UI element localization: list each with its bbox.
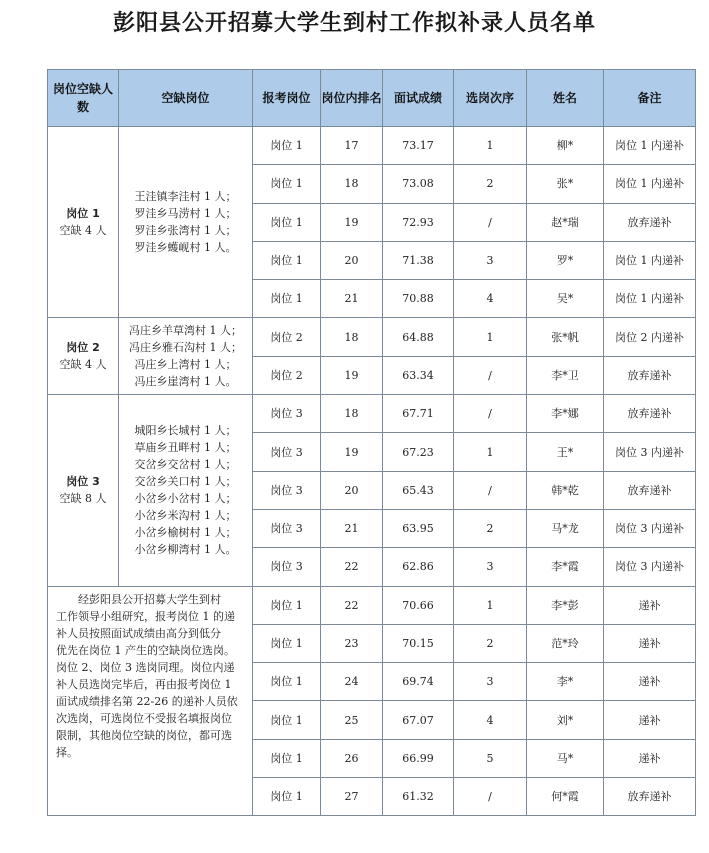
header-rank-in-post: 岗位内排名 — [321, 70, 383, 127]
vacancy-post-line: 冯庄乡羊草湾村 1 人； — [129, 324, 242, 338]
order-cell: 1 — [454, 127, 527, 165]
remark-cell: 岗位 3 内递补 — [604, 509, 696, 547]
vacancy-post-line: 小岔乡榆树村 1 人； — [134, 526, 237, 540]
rank-cell: 18 — [321, 165, 383, 203]
score-cell: 70.15 — [383, 624, 454, 662]
applied-post-cell: 岗位 2 — [253, 356, 321, 394]
rank-cell: 18 — [321, 395, 383, 433]
remark-cell: 递补 — [604, 586, 696, 624]
name-cell: 柳* — [527, 127, 604, 165]
name-cell: 张*帆 — [527, 318, 604, 356]
post-group-vacancy: 空缺 8 人 — [59, 492, 107, 506]
rank-cell: 26 — [321, 739, 383, 777]
order-cell: 2 — [454, 165, 527, 203]
table-row — [48, 318, 696, 356]
vacancy-post-line: 小岔乡柳湾村 1 人。 — [134, 543, 237, 557]
score-cell: 67.23 — [383, 433, 454, 471]
applied-post-cell: 岗位 1 — [253, 165, 321, 203]
vacancy-posts-cell — [119, 318, 253, 395]
order-cell: 1 — [454, 433, 527, 471]
order-cell: 1 — [454, 586, 527, 624]
rank-cell: 25 — [321, 701, 383, 739]
applied-post-cell: 岗位 1 — [253, 701, 321, 739]
header-vacancy-count: 岗位空缺人数 — [48, 70, 119, 127]
note-line: 补人员选岗完毕后，再由报考岗位 1 — [56, 677, 232, 691]
name-cell: 何*霞 — [527, 778, 604, 816]
supplement-note-cell — [48, 586, 253, 816]
note-line: 经彭阳县公开招募大学生到村 — [78, 592, 221, 606]
vacancy-post-line: 小岔乡米沟村 1 人； — [134, 509, 237, 523]
rank-cell: 21 — [321, 280, 383, 318]
header-vacancy-posts: 空缺岗位 — [119, 70, 253, 127]
header-applied-post: 报考岗位 — [253, 70, 321, 127]
remark-cell: 放弃递补 — [604, 395, 696, 433]
order-cell: 1 — [454, 318, 527, 356]
table-row — [48, 127, 696, 165]
vacancy-post-line: 小岔乡小岔村 1 人； — [134, 492, 237, 506]
applied-post-cell: 岗位 1 — [253, 241, 321, 279]
name-cell: 刘* — [527, 701, 604, 739]
vacancy-posts-cell — [119, 395, 253, 586]
remark-cell: 岗位 1 内递补 — [604, 241, 696, 279]
score-cell: 72.93 — [383, 203, 454, 241]
order-cell: 5 — [454, 739, 527, 777]
order-cell: 3 — [454, 241, 527, 279]
note-line: 面试成绩排名第 22-26 的递补人员依 — [56, 694, 238, 708]
name-cell: 张* — [527, 165, 604, 203]
applied-post-cell: 岗位 1 — [253, 280, 321, 318]
remark-cell: 递补 — [604, 701, 696, 739]
rank-cell: 22 — [321, 548, 383, 586]
vacancy-post-line: 冯庄乡上湾村 1 人； — [134, 358, 237, 372]
order-cell: / — [454, 203, 527, 241]
order-cell: / — [454, 395, 527, 433]
score-cell: 62.86 — [383, 548, 454, 586]
remark-cell: 岗位 3 内递补 — [604, 433, 696, 471]
note-line: 工作领导小组研究，报考岗位 1 的递 — [56, 609, 235, 623]
vacancy-post-line: 冯庄乡崖湾村 1 人。 — [134, 375, 237, 389]
score-cell: 71.38 — [383, 241, 454, 279]
post-group-title: 岗位 3 — [66, 475, 100, 489]
remark-cell: 放弃递补 — [604, 356, 696, 394]
name-cell: 范*玲 — [527, 624, 604, 662]
post-group-cell — [48, 395, 119, 586]
rank-cell: 24 — [321, 663, 383, 701]
order-cell: / — [454, 471, 527, 509]
name-cell: 李*娜 — [527, 395, 604, 433]
remark-cell: 岗位 2 内递补 — [604, 318, 696, 356]
post-group-cell — [48, 127, 119, 318]
score-cell: 67.71 — [383, 395, 454, 433]
order-cell: 2 — [454, 624, 527, 662]
table-row — [48, 586, 696, 624]
note-line: 择。 — [56, 745, 78, 759]
name-cell: 吴* — [527, 280, 604, 318]
roster-table — [47, 69, 696, 816]
applied-post-cell: 岗位 3 — [253, 509, 321, 547]
vacancy-post-line: 城阳乡长城村 1 人； — [134, 424, 237, 438]
rank-cell: 20 — [321, 241, 383, 279]
rank-cell: 19 — [321, 433, 383, 471]
vacancy-post-line: 罗洼乡张湾村 1 人； — [134, 224, 237, 238]
vacancy-post-line: 草庙乡丑畔村 1 人； — [134, 441, 237, 455]
applied-post-cell: 岗位 1 — [253, 778, 321, 816]
name-cell: 马*龙 — [527, 509, 604, 547]
rank-cell: 18 — [321, 318, 383, 356]
header-selection-order: 选岗次序 — [454, 70, 527, 127]
score-cell: 73.17 — [383, 127, 454, 165]
rank-cell: 21 — [321, 509, 383, 547]
vacancy-post-line: 冯庄乡雅石沟村 1 人； — [129, 341, 242, 355]
remark-cell: 岗位 1 内递补 — [604, 165, 696, 203]
order-cell: / — [454, 356, 527, 394]
note-line: 岗位 2、岗位 3 选岗同理。岗位内递 — [56, 660, 235, 674]
rank-cell: 20 — [321, 471, 383, 509]
name-cell: 李*卫 — [527, 356, 604, 394]
score-cell: 73.08 — [383, 165, 454, 203]
applied-post-cell: 岗位 2 — [253, 318, 321, 356]
vacancy-post-line: 罗洼乡马涝村 1 人； — [134, 207, 237, 221]
name-cell: 马* — [527, 739, 604, 777]
order-cell: 2 — [454, 509, 527, 547]
applied-post-cell: 岗位 1 — [253, 739, 321, 777]
score-cell: 63.34 — [383, 356, 454, 394]
name-cell: 韩*乾 — [527, 471, 604, 509]
name-cell: 罗* — [527, 241, 604, 279]
order-cell: 4 — [454, 280, 527, 318]
rank-cell: 19 — [321, 356, 383, 394]
header-interview-score: 面试成绩 — [383, 70, 454, 127]
remark-cell: 岗位 1 内递补 — [604, 127, 696, 165]
score-cell: 69.74 — [383, 663, 454, 701]
note-line: 次选岗，可选岗位不受报名填报岗位 — [56, 711, 232, 725]
applied-post-cell: 岗位 3 — [253, 395, 321, 433]
note-line: 补人员按照面试成绩由高分到低分 — [56, 626, 221, 640]
score-cell: 70.88 — [383, 280, 454, 318]
order-cell: 3 — [454, 548, 527, 586]
score-cell: 67.07 — [383, 701, 454, 739]
note-line: 限制，其他岗位空缺的岗位，都可选 — [56, 728, 232, 742]
remark-cell: 岗位 1 内递补 — [604, 280, 696, 318]
header-remark: 备注 — [604, 70, 696, 127]
order-cell: 4 — [454, 701, 527, 739]
remark-cell: 放弃递补 — [604, 203, 696, 241]
rank-cell: 19 — [321, 203, 383, 241]
vacancy-post-line: 交岔乡关口村 1 人； — [134, 475, 237, 489]
score-cell: 66.99 — [383, 739, 454, 777]
rank-cell: 17 — [321, 127, 383, 165]
note-line: 优先在岗位 1 产生的空缺岗位选岗。 — [56, 643, 235, 657]
applied-post-cell: 岗位 3 — [253, 471, 321, 509]
score-cell: 63.95 — [383, 509, 454, 547]
score-cell: 65.43 — [383, 471, 454, 509]
applied-post-cell: 岗位 1 — [253, 624, 321, 662]
post-group-title: 岗位 2 — [66, 341, 100, 355]
name-cell: 李* — [527, 663, 604, 701]
vacancy-post-line: 交岔乡交岔村 1 人； — [134, 458, 237, 472]
rank-cell: 27 — [321, 778, 383, 816]
rank-cell: 22 — [321, 586, 383, 624]
applied-post-cell: 岗位 1 — [253, 663, 321, 701]
remark-cell: 递补 — [604, 624, 696, 662]
vacancy-post-line: 王洼镇李洼村 1 人； — [134, 190, 237, 204]
post-group-vacancy: 空缺 4 人 — [59, 358, 107, 372]
applied-post-cell: 岗位 3 — [253, 433, 321, 471]
post-group-vacancy: 空缺 4 人 — [59, 224, 107, 238]
remark-cell: 岗位 3 内递补 — [604, 548, 696, 586]
applied-post-cell: 岗位 3 — [253, 548, 321, 586]
applied-post-cell: 岗位 1 — [253, 127, 321, 165]
rank-cell: 23 — [321, 624, 383, 662]
vacancy-posts-cell — [119, 127, 253, 318]
score-cell: 61.32 — [383, 778, 454, 816]
remark-cell: 递补 — [604, 739, 696, 777]
page-title: 彭阳县公开招募大学生到村工作拟补录人员名单 — [112, 11, 596, 36]
score-cell: 70.66 — [383, 586, 454, 624]
name-cell: 赵*瑞 — [527, 203, 604, 241]
header-name: 姓名 — [527, 70, 604, 127]
name-cell: 王* — [527, 433, 604, 471]
applied-post-cell: 岗位 1 — [253, 586, 321, 624]
name-cell: 李*彭 — [527, 586, 604, 624]
post-group-title: 岗位 1 — [66, 207, 100, 221]
post-group-cell — [48, 318, 119, 395]
remark-cell: 递补 — [604, 663, 696, 701]
table-row — [48, 395, 696, 433]
applied-post-cell: 岗位 1 — [253, 203, 321, 241]
roster-body — [48, 127, 696, 816]
header-row — [48, 70, 696, 127]
remark-cell: 放弃递补 — [604, 778, 696, 816]
order-cell: / — [454, 778, 527, 816]
score-cell: 64.88 — [383, 318, 454, 356]
name-cell: 李*霞 — [527, 548, 604, 586]
vacancy-post-line: 罗洼乡蠖岘村 1 人。 — [134, 241, 237, 255]
remark-cell: 放弃递补 — [604, 471, 696, 509]
order-cell: 3 — [454, 663, 527, 701]
